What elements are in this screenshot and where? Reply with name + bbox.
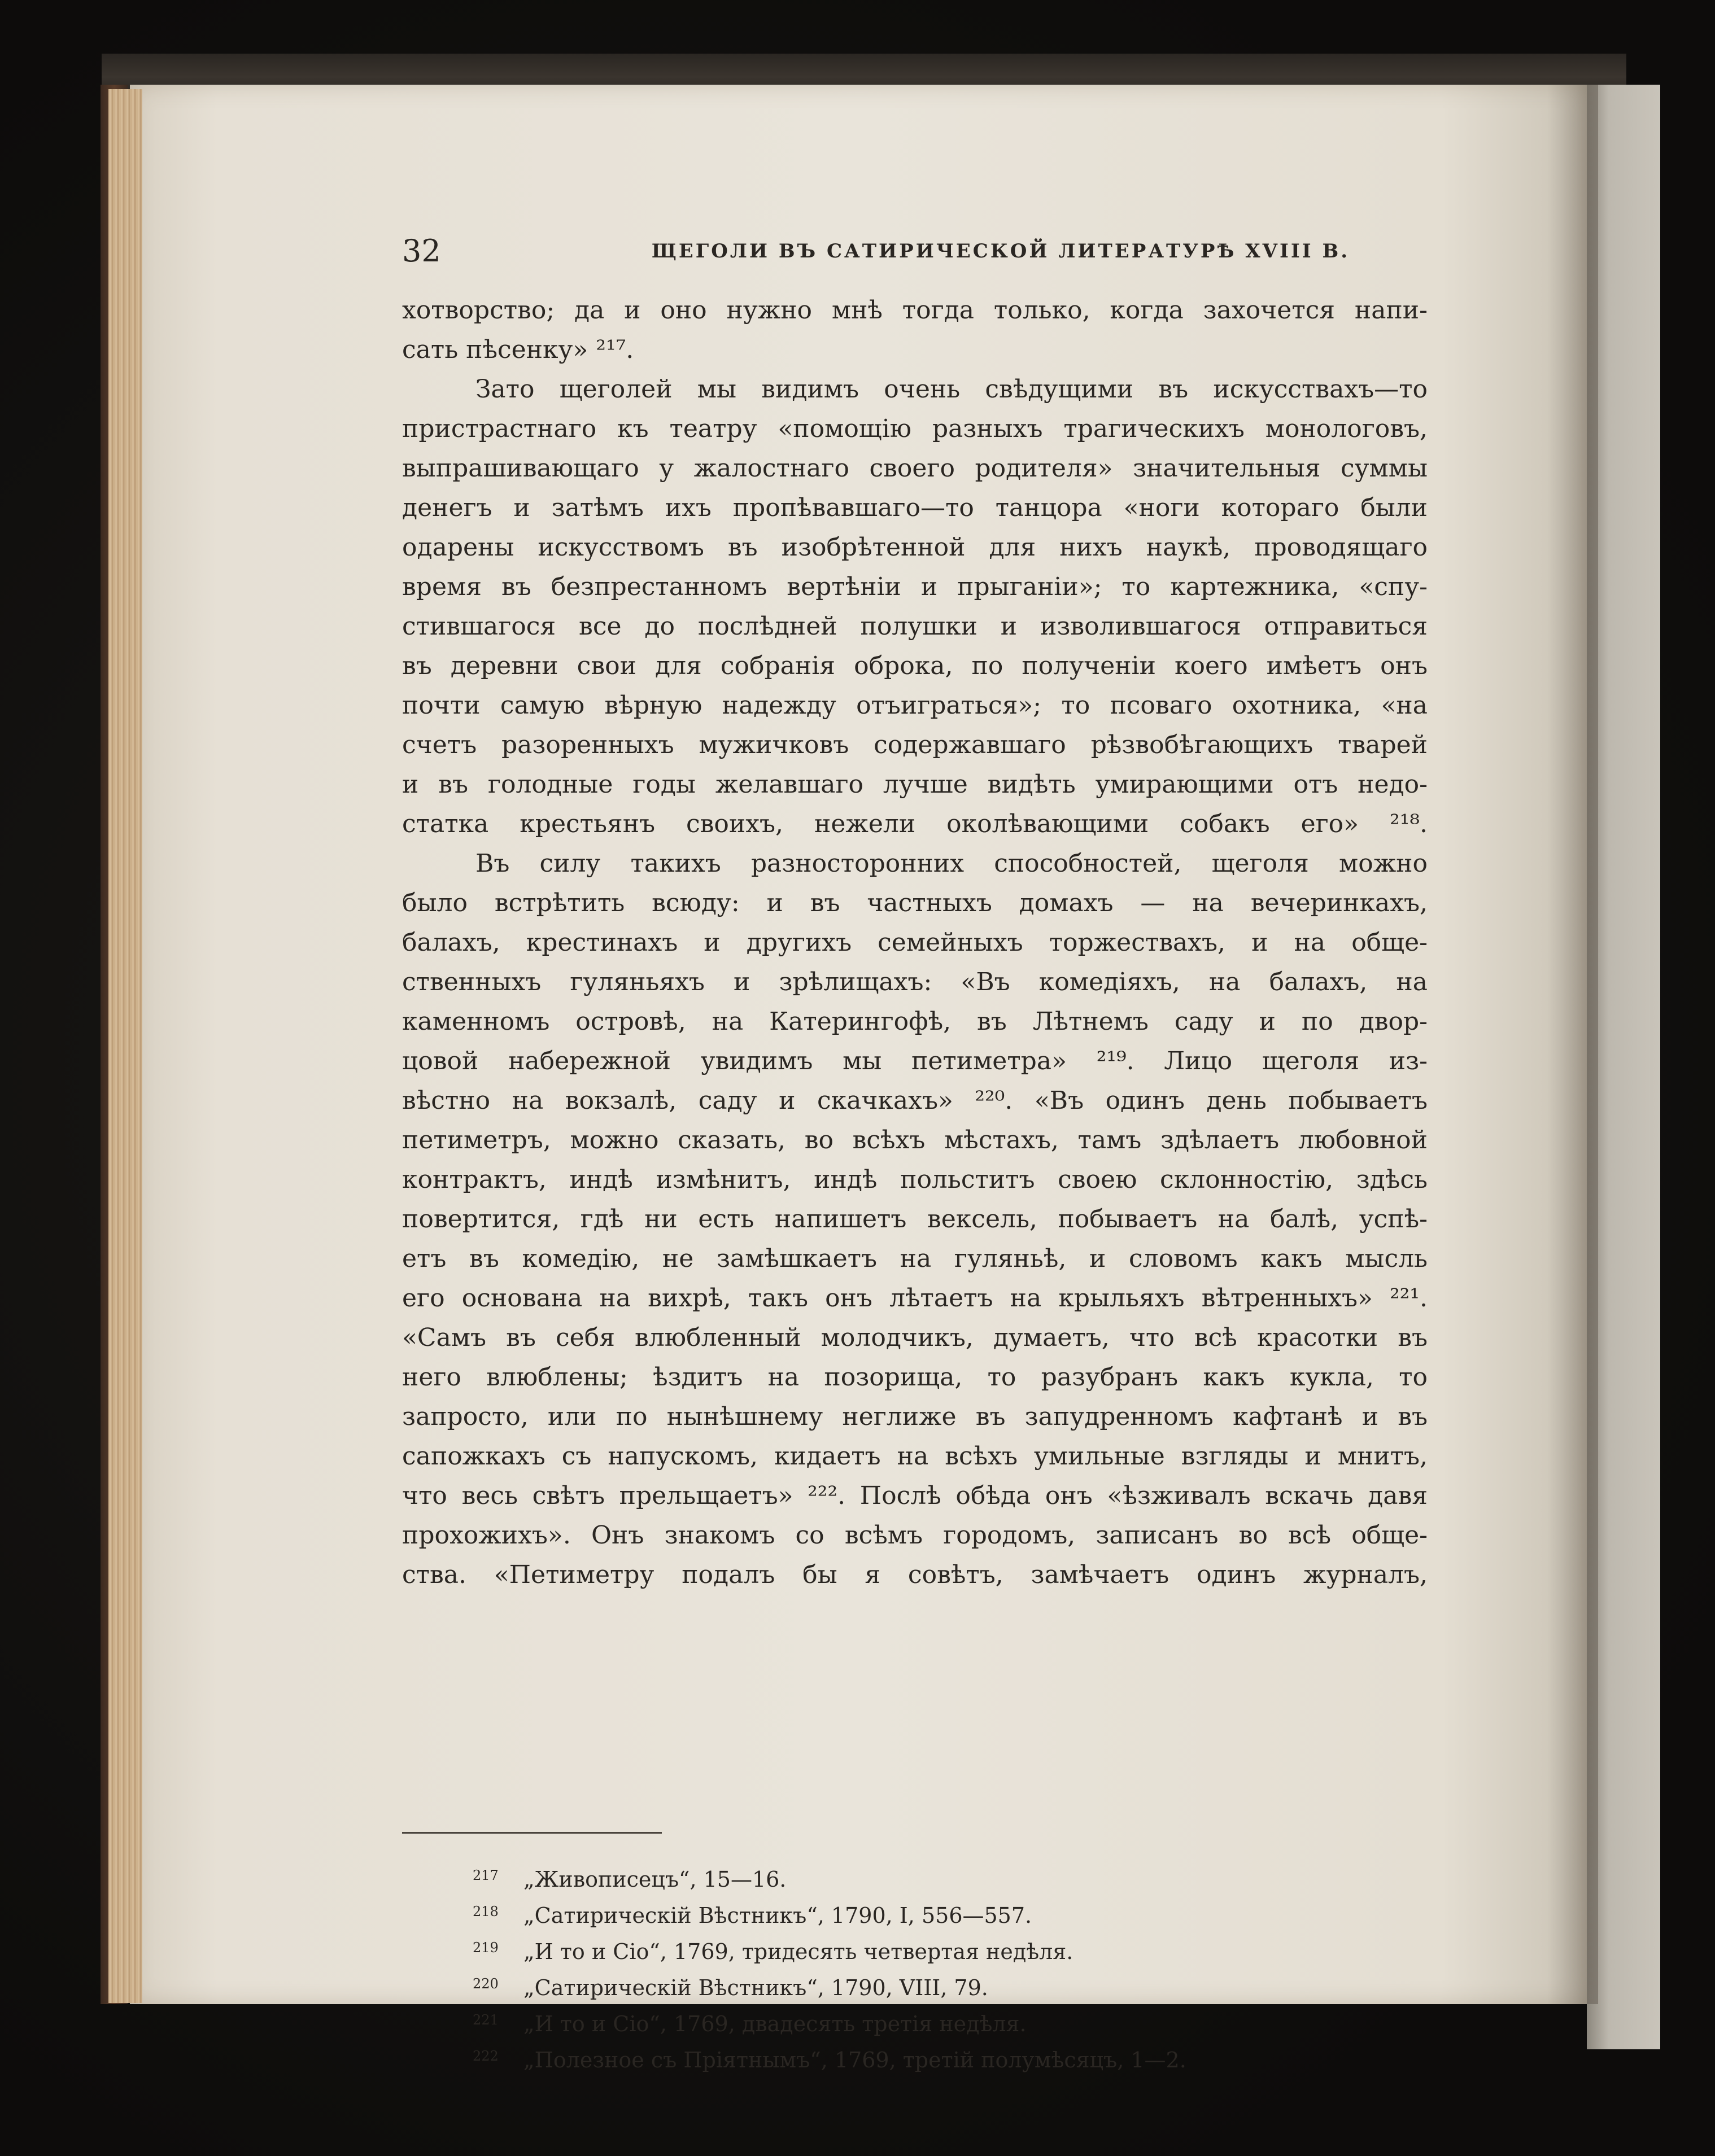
footnote-text: „И то и Сіо“, 1769, двадесять третія недѣля. (523, 2011, 1027, 2036)
text-line: и въ голодные годы желавшаго лучше видѣть умирающими отъ недо- (402, 770, 1428, 799)
footnote-text: „Живописецъ“, 15—16. (523, 1867, 787, 1892)
footnote-text: „Сатирическій Вѣстникъ“, 1790, I, 556—557. (523, 1903, 1032, 1928)
text-line: выпрашивающаго у жалостнаго своего родителя» значительныя суммы (402, 454, 1428, 483)
footnote-text: „И то и Сіо“, 1769, тридесять четвертая недѣля. (523, 1939, 1073, 1964)
footnote (473, 1893, 1427, 1930)
text-line: прохожихъ». Онъ знакомъ со всѣмъ городомъ, записанъ во всѣ обще- (402, 1521, 1428, 1550)
footnote-number: 221 (473, 2012, 499, 2028)
text-line: время въ безпрестанномъ вертѣніи и прыганіи»; то картежника, «спу- (402, 572, 1428, 601)
text-line: счетъ разоренныхъ мужичковъ содержавшаго рѣзвобѣгающихъ тварей (402, 731, 1428, 759)
running-head: ЩЕГОЛИ ВЪ САТИРИЧЕСКОЙ ЛИТЕРАТУРѢ XVIII В. (651, 240, 1350, 263)
text-line: его основана на вихрѣ, такъ онъ лѣтаетъ на крыльяхъ вѣтренныхъ» ²²¹. (402, 1284, 1428, 1313)
text-line: ства. «Петиметру подалъ бы я совѣтъ, замѣчаетъ одинъ журналъ, (402, 1560, 1428, 1589)
footnote-number: 218 (473, 1904, 499, 1919)
text-line: каменномъ островѣ, на Катерингофѣ, въ Лѣтнемъ саду и по двор- (402, 1007, 1428, 1036)
footnote-rule (402, 1832, 662, 1834)
text-line: сапожкахъ съ напускомъ, кидаетъ на всѣхъ умильные взгляды и мнитъ, (402, 1442, 1428, 1471)
text-line: вѣстно на вокзалѣ, саду и скачкахъ» ²²⁰. «Въ одинъ день побываетъ (402, 1086, 1428, 1115)
text-line: етъ въ комедію, не замѣшкаетъ на гуляньѣ, и словомъ какъ мысль (402, 1244, 1428, 1273)
page-number: 32 (402, 233, 441, 269)
footnote-text: „Сатирическій Вѣстникъ“, 1790, VIII, 79. (523, 1975, 988, 2000)
gutter-shadow (1547, 85, 1598, 2004)
text-line: пристрастнаго къ театру «помощію разныхъ трагическихъ монологовъ, (402, 414, 1428, 443)
text-line: контрактъ, индѣ измѣнитъ, индѣ польститъ своею склонностію, здѣсь (402, 1165, 1428, 1194)
text-line: стившагося все до послѣдней полушки и изволившагося отправиться (402, 612, 1428, 641)
footnote (473, 1966, 1427, 2002)
footnotes (473, 1857, 1427, 2074)
page-header (402, 231, 1428, 271)
text-line: балахъ, крестинахъ и другихъ семейныхъ торжествахъ, и на обще- (402, 928, 1428, 957)
footnote-text: „Полезное съ Пріятнымъ“, 1769, третій полумѣсяцъ, 1—2. (523, 2048, 1186, 2072)
text-line: Въ силу такихъ разносторонних способностей, щеголя можно (475, 849, 1428, 878)
footnote (473, 1930, 1427, 1966)
text-line: денегъ и затѣмъ ихъ пропѣвавшаго—то танцора «ноги котораго были (402, 493, 1428, 522)
body-text (402, 291, 1428, 1595)
text-line: него влюблены; ѣздитъ на позорища, то разубранъ какъ кукла, то (402, 1363, 1428, 1392)
footnote (473, 1857, 1427, 1893)
footnote-number: 222 (473, 2048, 499, 2064)
text-line: Зато щеголей мы видимъ очень свѣдущими въ искусствахъ—то (475, 375, 1428, 404)
footnote-number: 217 (473, 1868, 499, 1883)
text-line: «Самъ въ себя влюбленный молодчикъ, думаетъ, что всѣ красотки въ (402, 1323, 1428, 1352)
text-line: въ деревни свои для собранія оброка, по полученіи коего имѣетъ онъ (402, 651, 1428, 680)
text-line: запросто, или по нынѣшнему неглиже въ запудренномъ кафтанѣ и въ (402, 1402, 1428, 1431)
text-line: почти самую вѣрную надежду отъиграться»; то псоваго охотника, «на (402, 691, 1428, 720)
text-line: что весь свѣтъ прельщаетъ» ²²². Послѣ обѣда онъ «ѣзживалъ вскачь давя (402, 1481, 1428, 1510)
text-line: статка крестьянъ своихъ, нежели околѣвающими собакъ его» ²¹⁸. (402, 810, 1428, 838)
page-edges (108, 89, 142, 2003)
footnote (473, 2002, 1427, 2038)
footnote (473, 2038, 1427, 2074)
text-line: сать пѣсенку» ²¹⁷. (402, 335, 634, 364)
text-line: одарены искусствомъ въ изобрѣтенной для нихъ наукѣ, проводящаго (402, 533, 1428, 562)
text-line: было встрѣтить всюду: и въ частныхъ домахъ — на вечеринкахъ, (402, 889, 1428, 917)
text-line: петиметръ, можно сказать, во всѣхъ мѣстахъ, тамъ здѣлаетъ любовной (402, 1126, 1428, 1154)
text-line: цовой набережной увидимъ мы петиметра» ²¹⁹. Лицо щеголя из- (402, 1047, 1428, 1075)
text-line: повертится, гдѣ ни есть напишетъ вексель, побываетъ на балѣ, успѣ- (402, 1205, 1428, 1234)
footnote-number: 219 (473, 1940, 499, 1956)
footnote-number: 220 (473, 1976, 499, 1992)
text-line: хотворство; да и оно нужно мнѣ тогда только, когда захочется напи- (402, 296, 1428, 325)
text-line: ственныхъ гуляньяхъ и зрѣлищахъ: «Въ комедіяхъ, на балахъ, на (402, 968, 1428, 996)
